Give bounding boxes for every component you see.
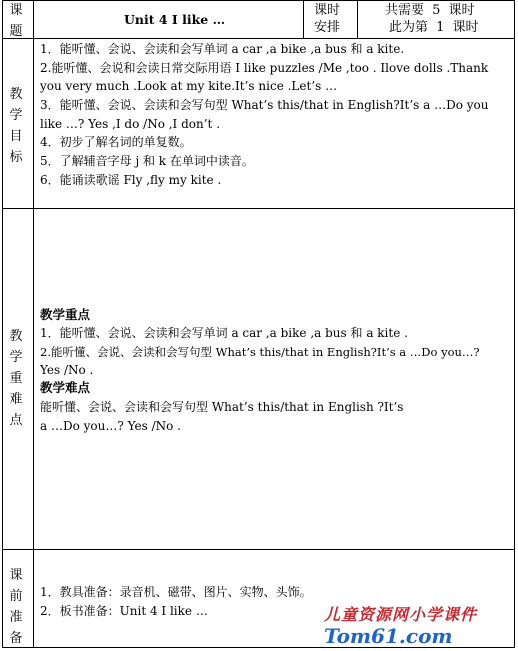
current-hour: 此为第 1 课时	[389, 20, 479, 35]
difficult-point-line: 能听懂、会说、会读和会写句型 What’s this/that in English ?It’s	[40, 400, 404, 414]
prep-label: 课前准备	[9, 568, 23, 646]
row-divider	[2, 38, 515, 39]
goal-line: 4．初步了解名词的单复数。	[40, 135, 192, 149]
goal-line: you very much .Look at my kite.It’s nice .Let’s …	[40, 79, 338, 93]
goal-line: 1．能听懂、会说、会读和会写单词 a car ,a bike ,a bus 和 a kite.	[40, 42, 405, 56]
goal-line: 2.能听懂、会说和会读日常交际用语 I like puzzles /Me ,too . Ilove dolls .Thank	[40, 61, 489, 75]
key-point-line: 2.能听懂、会说、会读和会写句型 What’s this/that in English?It’s a …Do you…?	[40, 345, 480, 359]
key-points-title: 教学重点	[40, 307, 91, 322]
key-point-line: Yes /No .	[40, 363, 94, 377]
row-divider	[2, 208, 515, 209]
goal-line: like …? Yes ,I do /No ,I don’t .	[40, 117, 221, 131]
lesson-title: Unit 4 I like …	[124, 12, 226, 27]
goal-line: 5．了解辅音字母 j 和 k 在单词中读音。	[40, 154, 254, 168]
hours-label-1: 课时	[314, 3, 341, 18]
header-divider	[357, 0, 358, 38]
watermark-logo	[318, 602, 514, 648]
label-column-divider	[33, 0, 34, 648]
header-divider	[303, 0, 304, 38]
hours-label-2: 安排	[314, 20, 341, 35]
row-divider	[2, 549, 515, 550]
watermark-text-en: Tom61.com	[324, 624, 453, 648]
goal-line: 3．能听懂、会说、会读和会写句型 What’s this/that in English?It’s a …Do you	[40, 98, 489, 112]
goal-line: 6．能诵读歌谣 Fly ,fly my kite .	[40, 173, 222, 187]
goals-label: 教学目标	[9, 87, 23, 165]
difficult-point-line: a …Do you…? Yes /No .	[40, 419, 181, 433]
keypoints-label: 教学重难点	[9, 329, 23, 428]
prep-line: 1．教具准备：录音机、磁带、图片、实物、头饰。	[40, 585, 312, 599]
difficult-points-title: 教学难点	[40, 380, 91, 395]
key-point-line: 1．能听懂、会说、会读和会写单词 a car ,a bike ,a bus 和 a kite .	[40, 326, 408, 340]
prep-line: 2．板书准备：Unit 4 I like …	[40, 604, 208, 618]
topic-label: 课题	[9, 3, 23, 39]
watermark-text-cn: 儿童资源网小学课件	[324, 605, 478, 624]
total-hours: 共需要 5 课时	[385, 3, 475, 18]
